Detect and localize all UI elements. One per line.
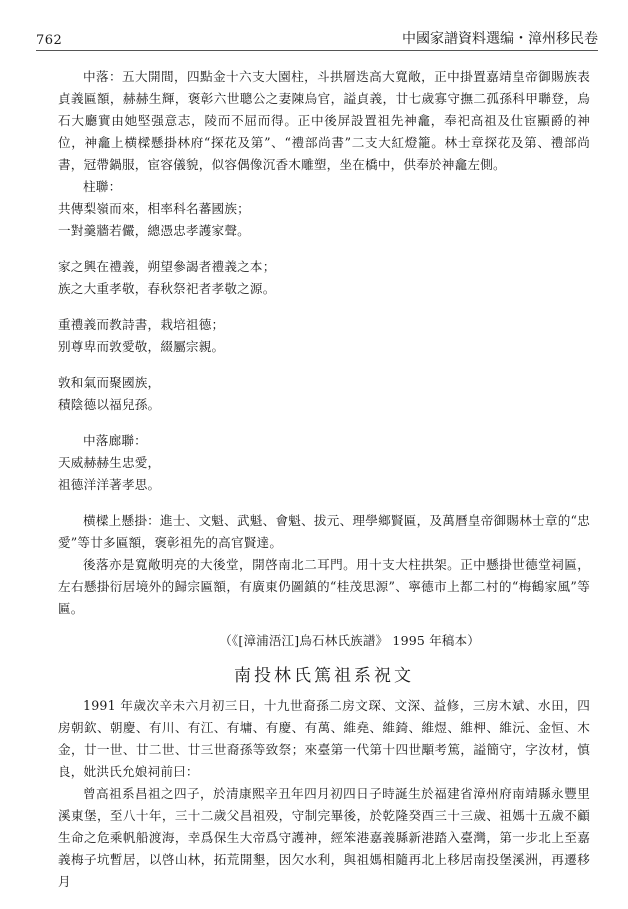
couplet-line: 敦和氣而聚國族， (58, 375, 161, 390)
page-header (36, 26, 598, 51)
page-number: 762 (36, 33, 63, 48)
corridor-couplet-line: 天威赫赫生忠愛， (58, 455, 161, 470)
couplet-line: 家之興在禮義，朔望參謁者禮義之本； (58, 259, 276, 274)
paragraph-beam-plaques: 横樑上懸掛：進士、文魁、武魁、會魁、拔元、理學鄉賢匾，及萬曆皇帝御賜林士章的“忠愛”等廿多匾額，褒彰祖先的高官賢達。 (58, 513, 590, 550)
paragraph-ancestor-history: 曾高祖系昌祖之四子，於清康熙辛丑年四月初四日子時誕生於福建省漳州府南靖縣永豐里溪東堡，至八十年，三十二歲父昌祖殁，守制完畢後，於乾隆癸酉三十三歲、祖媽十五歲不顧生命之危乘帆船渡海，幸爲保生大帝爲守護神，經笨港嘉義縣新港踏入臺灣，第一步北上至嘉義梅子坑暫居，以啓山林，拓荒開墾，因欠水利，與祖媽相隨再北上移居南投堡溪洲，再遷移月 (58, 785, 590, 889)
paragraph-rear-hall: 後落亦是寬敞明亮的大後堂，開啓南北二耳門。用十支大柱拱架。正中懸掛世德堂祠匾，左右懸掛衍居境外的歸宗匾額，有廣東仍圖鎮的“桂茂思源”、寧德市上都二村的“梅鶴家風”等匾。 (58, 557, 590, 616)
paragraph-middle-hall: 中落：五大開間，四點金十六支大園柱，斗拱層迭高大寬敞，正中掛置嘉靖皇帝御賜族表貞義匾額，赫赫生輝，褒彰六世聰公之妻陳烏官，謚貞義，廿七歲寡守撫二孤孫科甲聯登，烏石大廳實由她堅强意志，陵而不屈而得。正中後屏設置祖先神龕，奉祀高祖及仕宦顯爵的神位，神龕上横樑懸掛林府“探花及第”、“禮部尚書”二支大紅燈籠。林士章探花及第、禮部尚書，冠帶鍋服，宦容儀貌，似容偶像沉香木雕塑，坐在橋中，供奉於神龕左側。 (58, 69, 590, 172)
couplet-line: 共傳梨嶺而來，相率科名蕃國族； (58, 201, 250, 216)
paragraph-memorial-intro: 1991 年歲次辛未六月初三日，十九世裔孫二房文琛、文深、益修，三房木斌、水田，四房朝欽、朝慶、有川、有江、有墉、有慶、有萬、維堯、維錡、維煜、維柙、維沅、金恒、木金，廿一世、廿二世、廿三世裔孫等致祭；來臺第一代第十四世顒考篤，謚簡守，字汝材，慎良，妣洪氏允娘祠前曰： (58, 697, 590, 779)
couplet-line: 重禮義而教詩書，栽培祖德； (58, 317, 225, 332)
page-content (58, 66, 590, 893)
corridor-couplet-label: 中落廊聯： (83, 433, 147, 448)
couplet-line: 積陰德以福兒孫。 (58, 397, 161, 412)
book-title: 中國家譜資料選编・漳州移民卷 (402, 31, 598, 47)
couplet-label: 柱聯： (83, 179, 122, 194)
couplet-line: 一對羹牆若儼，總憑忠孝護家聲。 (58, 223, 250, 238)
corridor-couplet-line: 祖德洋洋著孝思。 (58, 477, 161, 492)
couplet-line: 族之大重孝敬，春秋祭祀者孝敬之源。 (58, 281, 276, 296)
section-title: 南投林氏篤祖系祝文 (234, 665, 414, 686)
source-citation: （《[漳浦浯江]烏石林氏族譜》 1995 年稿本） (219, 633, 480, 648)
couplet-line: 别尊卑而敦愛敬，綴屬宗親。 (58, 339, 225, 354)
